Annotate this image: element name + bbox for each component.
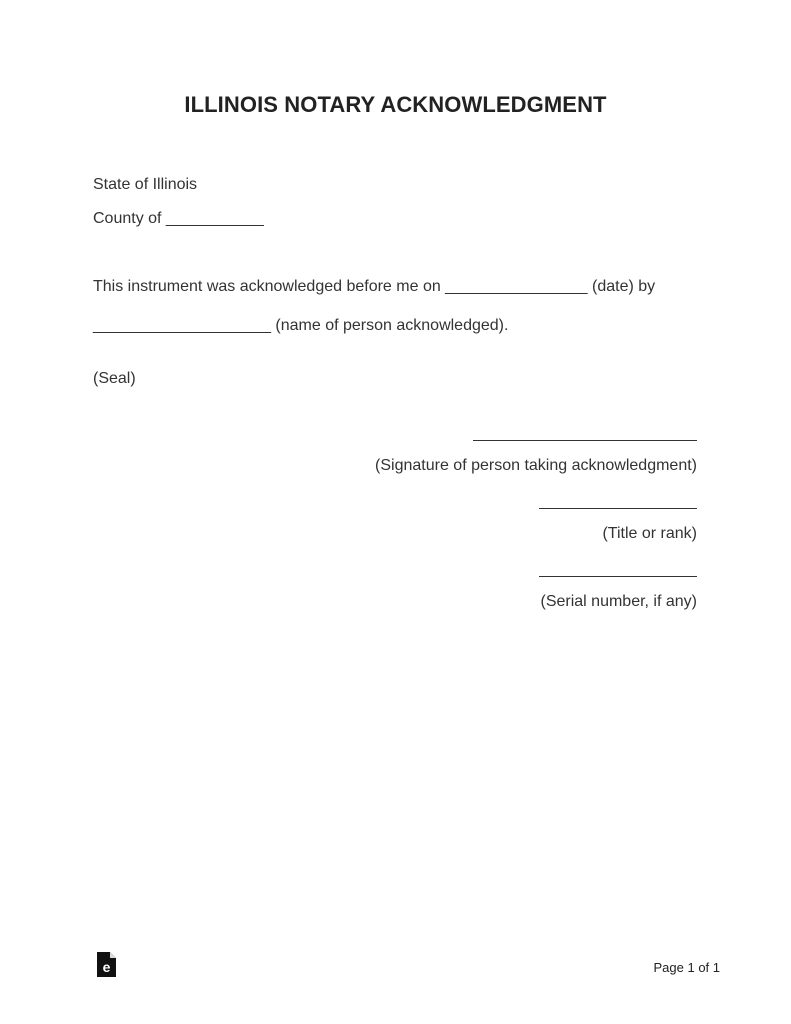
eforms-document-icon	[97, 952, 116, 977]
page-number: Page 1 of 1	[653, 960, 720, 975]
county-line: County of ___________	[93, 210, 264, 227]
logo-letter: e	[102, 959, 111, 975]
title-rule	[539, 508, 697, 509]
person-acknowledged-line: ____________________ (name of person acknowledged).	[93, 317, 509, 334]
title-rank-label: (Title or rank)	[602, 525, 697, 542]
document-title: ILLINOIS NOTARY ACKNOWLEDGMENT	[184, 92, 607, 117]
signature-label: (Signature of person taking acknowledgment)	[375, 457, 697, 474]
serial-rule	[539, 576, 697, 577]
signature-rule	[473, 440, 697, 441]
instrument-line: This instrument was acknowledged before me on ________________ (date) by	[93, 278, 656, 295]
state-line: State of Illinois	[93, 176, 198, 193]
serial-number-label: (Serial number, if any)	[540, 593, 697, 610]
seal-label: (Seal)	[93, 370, 136, 387]
